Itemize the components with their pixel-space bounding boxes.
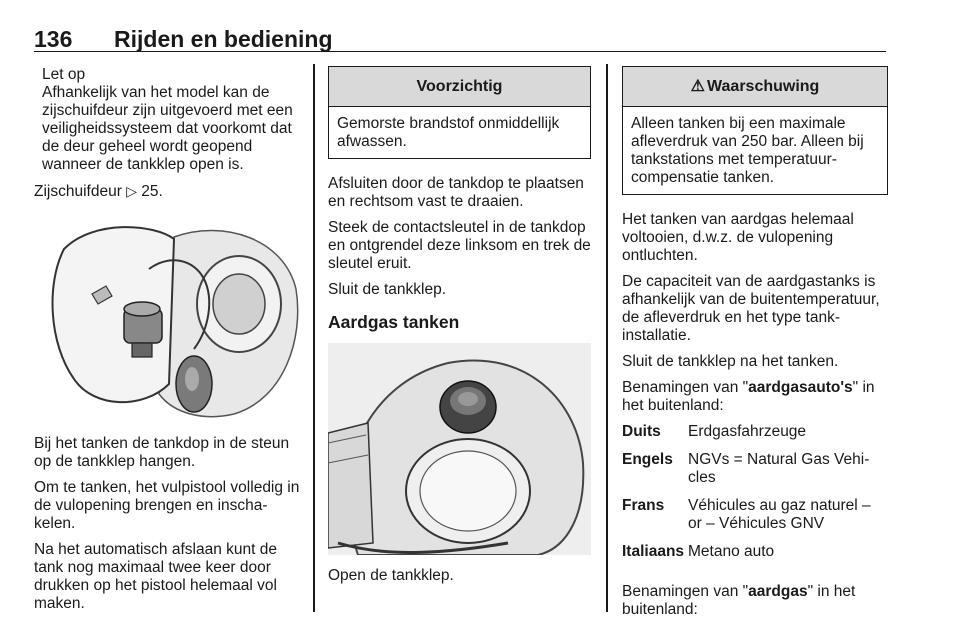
bold-term: aardgas	[748, 583, 808, 600]
paragraph: Sluit de tankklep na het tanken.	[622, 353, 839, 370]
language-table	[622, 423, 888, 571]
bold-term: aardgasauto's	[748, 379, 853, 396]
xref-page: 25.	[141, 183, 163, 200]
page-header	[34, 26, 886, 52]
column-left	[34, 66, 300, 621]
language-name: Frans	[622, 497, 665, 514]
cross-reference	[34, 182, 300, 201]
page-number: 136	[34, 26, 73, 52]
paragraph: Sluit de tankklep.	[328, 281, 447, 298]
language-name: Engels	[622, 451, 673, 468]
section-heading: Aardgas tanken	[328, 312, 460, 332]
paragraph-names-vehicles	[622, 379, 888, 415]
note-title: Let op	[42, 66, 86, 83]
paragraph: Open de tankklep.	[328, 567, 454, 584]
paragraph: Afsluiten door de tankdop te plaatsen en rechtsom vast te draaien.	[328, 175, 584, 210]
warning-title: Waarschuwing	[707, 78, 820, 95]
fuel-door-drawing	[34, 209, 300, 421]
language-term: Véhicules au gaz naturel – or – Véhicules GNV	[688, 497, 871, 532]
warning-triangle-icon: ⚠	[690, 78, 706, 95]
column-divider	[313, 64, 315, 612]
language-term: NGVs = Natural Gas Vehicles	[688, 451, 870, 486]
language-term: Erdgasfahrzeuge	[688, 423, 807, 440]
caution-box	[328, 66, 591, 159]
paragraph: Na het automatisch afslaan kunt de tank nog maximaal twee keer door drukken op het pistool helemaal vol maken.	[34, 541, 277, 612]
warning-text: Alleen tanken bij een maximale afleverdruk van 250 bar. Alleen bij tankstations met temperatuurcompensatie tanken.	[631, 115, 864, 186]
table-row	[622, 497, 888, 543]
xref-label: Zijschuifdeur	[34, 183, 122, 200]
xref-arrow-icon: ▷	[126, 183, 137, 199]
table-row	[622, 451, 888, 497]
page-title: Rijden en bediening	[114, 26, 333, 52]
text-fragment: Benamingen van "	[622, 379, 749, 396]
paragraph: Het tanken van aardgas helemaal voltooien, d.w.z. de vulopening ontluchten.	[622, 211, 854, 264]
paragraph: Bij het tanken de tankdop in de steun op de tankklep hangen.	[34, 435, 290, 470]
language-name: Duits	[622, 423, 661, 440]
text-fragment: Benamingen van "	[622, 583, 749, 600]
cng-filler-illustration	[328, 343, 591, 555]
column-middle	[328, 66, 591, 593]
paragraph: De capaciteit van de aardgastanks is afhankelijk van de buitentemperatuur, de afleverdruk en het type tankinstallatie.	[622, 273, 880, 344]
column-right	[622, 66, 888, 627]
text-fragment: " in het buitenland:	[622, 583, 856, 618]
caution-title: Voorzichtig	[329, 67, 590, 107]
caution-text: Gemorste brandstof onmiddellijk afwassen.	[337, 115, 560, 150]
warning-header	[623, 67, 887, 107]
paragraph: Steek de contactsleutel in de tankdop en ontgrendel deze linksom en trek de sleutel eruit.	[328, 219, 591, 272]
note-text: Afhankelijk van het model kan de zijschuifdeur zijn uitgevoerd met een veiligheidssysteem dat voorkomt dat de deur geheel wordt geopend wanneer de tankklep open is.	[42, 84, 293, 173]
paragraph: Om te tanken, het vulpistool volledig in de vulopening brengen en inschakelen.	[34, 479, 300, 532]
fuel-cap-illustration	[34, 209, 300, 421]
warning-box	[622, 66, 888, 195]
cng-filler-drawing	[328, 343, 591, 555]
table-row	[622, 543, 888, 571]
paragraph-names-gas	[622, 583, 888, 619]
text-fragment: " in het buitenland:	[622, 379, 875, 414]
column-divider	[606, 64, 608, 612]
table-row	[622, 423, 888, 451]
note-block	[34, 66, 300, 174]
language-name: Italiaans	[622, 543, 685, 560]
language-term: Metano auto	[688, 543, 775, 560]
